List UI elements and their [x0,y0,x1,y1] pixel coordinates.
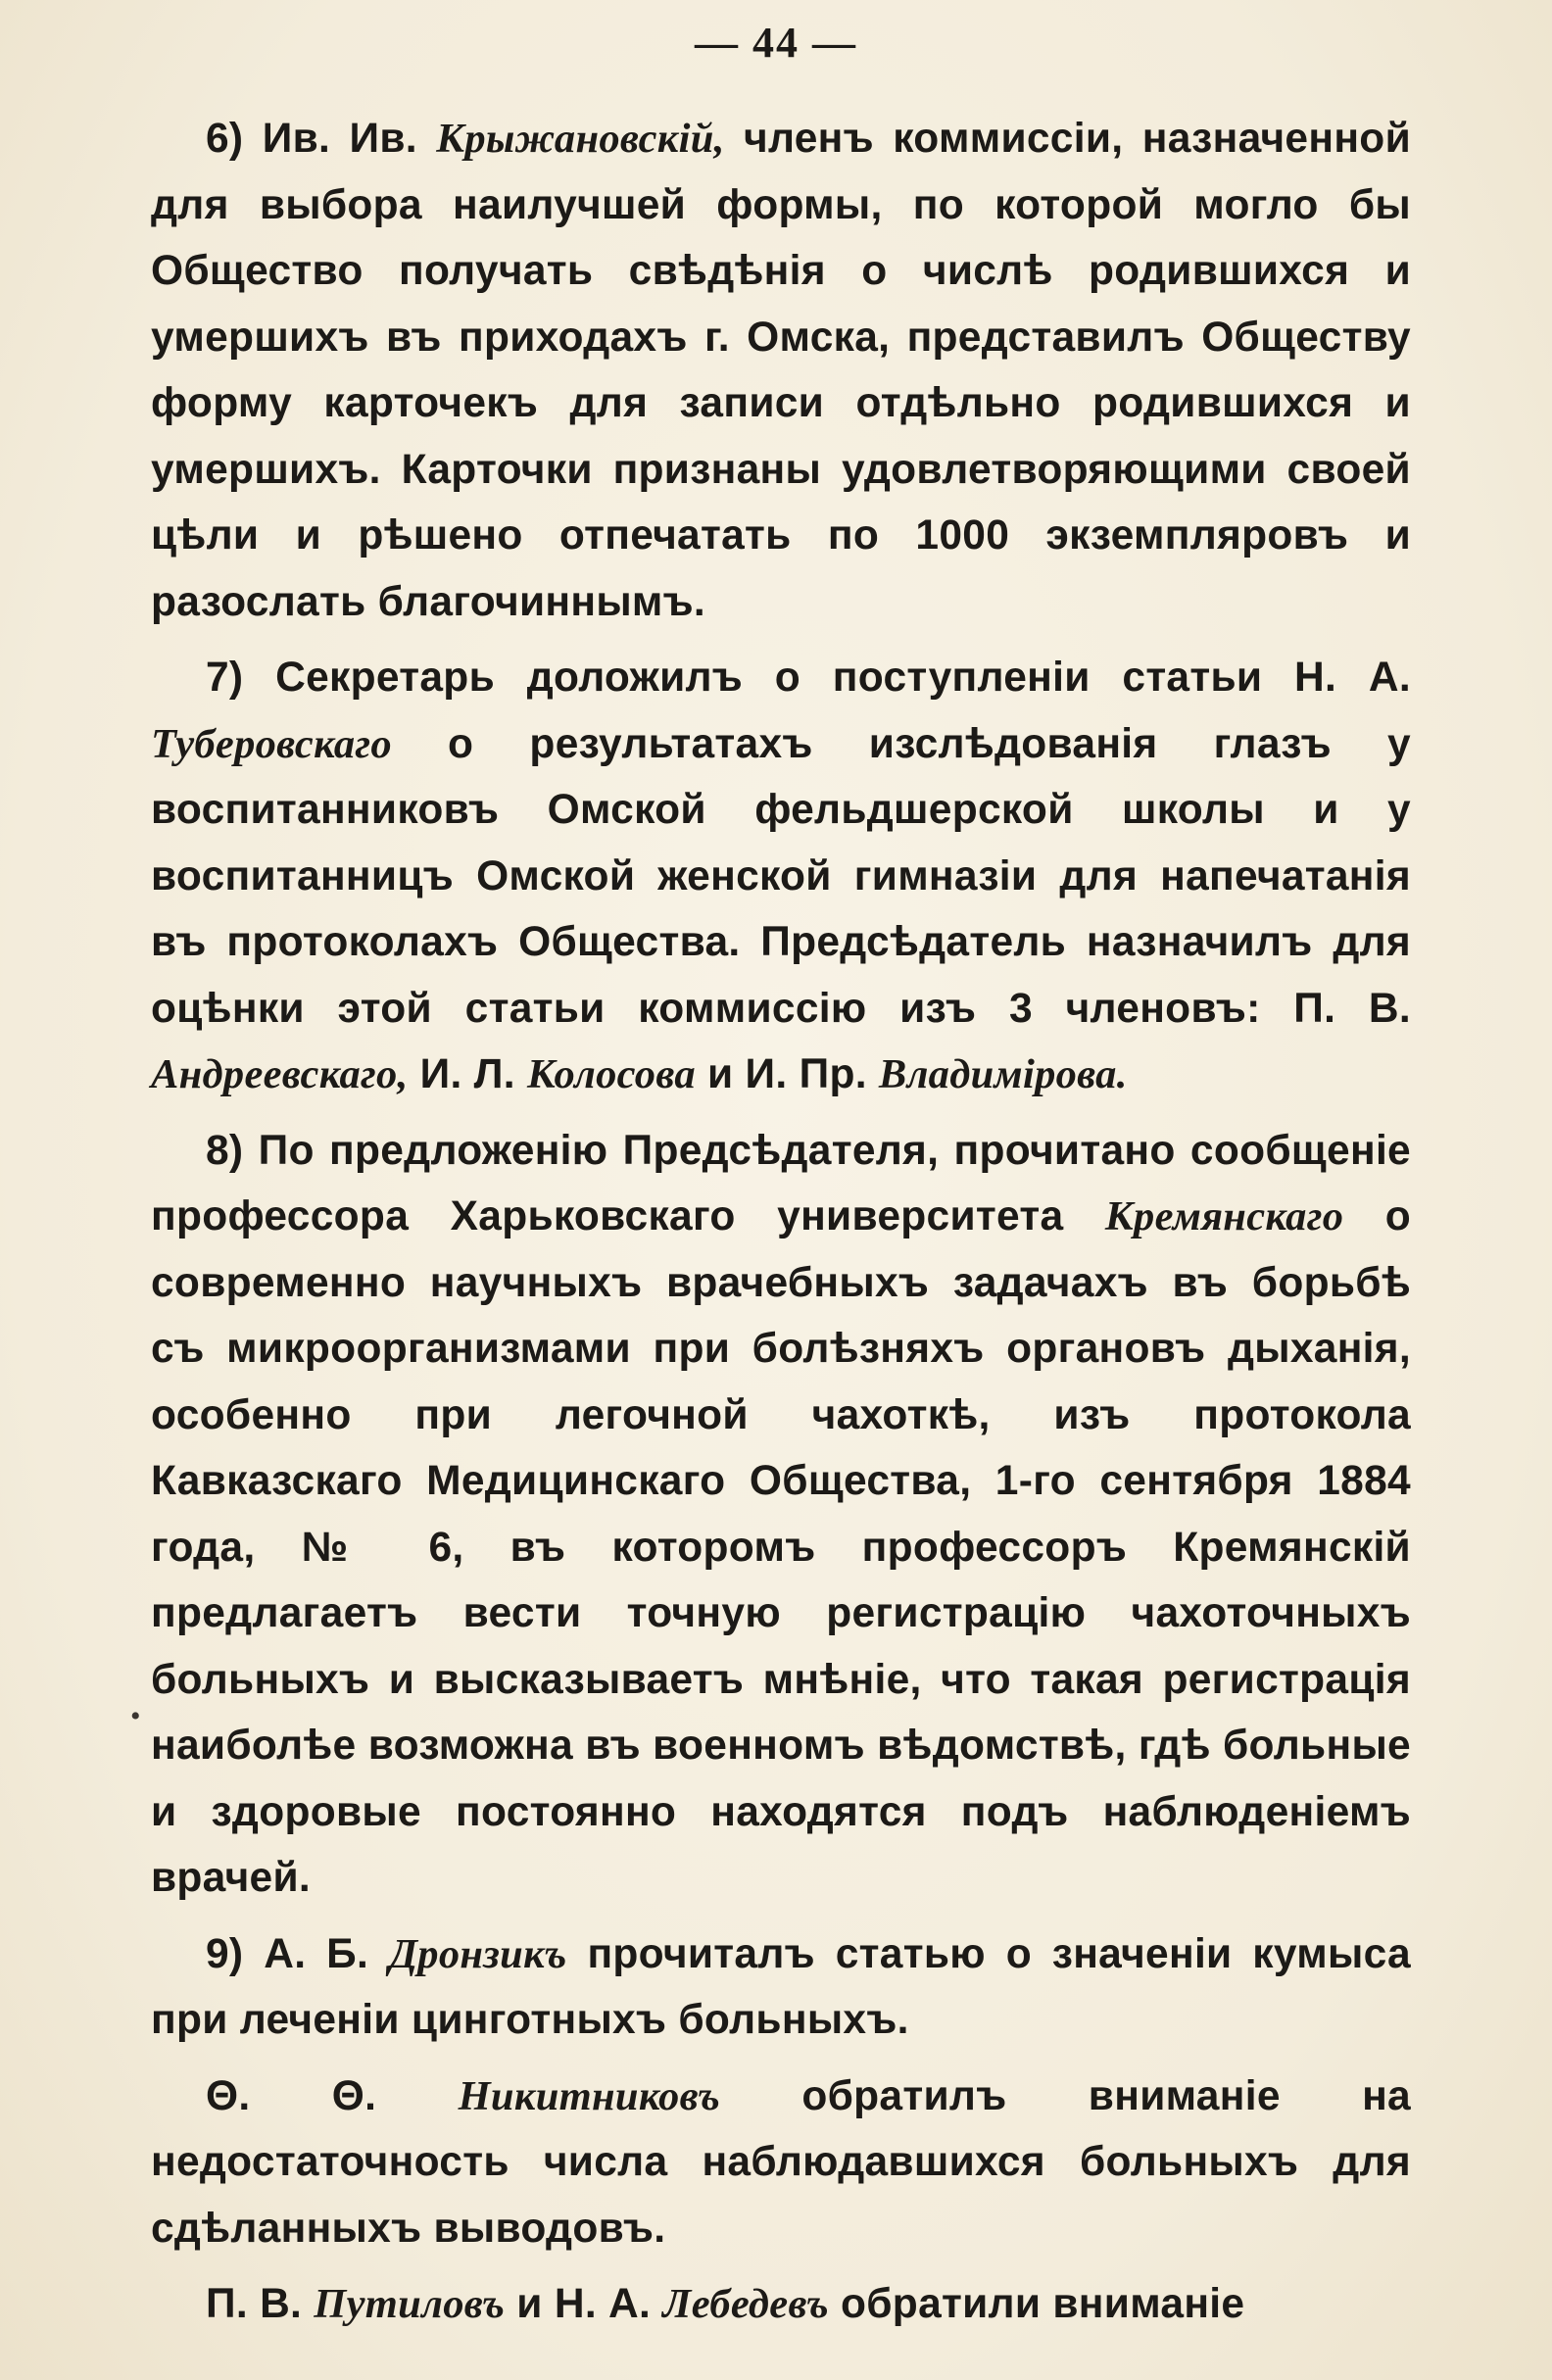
italic-name: Никитниковъ [458,2072,721,2119]
body-text [151,106,1411,2348]
paragraph-p8 [151,1118,1411,1912]
text-segment: о современно научныхъ врачебныхъ задачахъ въ борьбѣ съ микроорганизмами при болѣзняхъ органовъ дыханія, особенно при легочной чахоткѣ, изъ протокола Кавказскаго Медицинскаго Общества, 1-го сентября 1884 года, № 6, въ которомъ профессоръ Кремянскій предлагаетъ вести точную регистрацію чахоточныхъ больныхъ и высказываетъ мнѣніе, что такая регистрація наиболѣе возможна въ военномъ вѣдомствѣ, гдѣ больные и здоровые постоянно находятся подъ наблюденіемъ врачей. [151,1193,1411,1901]
italic-name: Путиловъ [314,2281,506,2327]
italic-name: Лебедевъ [662,2281,829,2327]
text-segment: 6) Ив. Ив. [206,116,437,162]
paragraph-p9 [151,1921,1411,2054]
page-number: — 44 — [695,19,857,67]
text-segment: Θ. Θ. [206,2072,459,2119]
italic-name: Андреевскаго, [151,1051,409,1097]
paragraph-p7 [151,645,1411,1108]
text-segment: прочиталъ статью о значеніи кумыса при леченіи цинготныхъ больныхъ. [151,1930,1411,2043]
paragraph-p11 [151,2271,1411,2338]
italic-name: Колосова [527,1051,696,1097]
paragraph-p10 [151,2064,1411,2262]
italic-name: Кремянскаго [1104,1193,1344,1239]
paragraph-p6 [151,106,1411,635]
text-segment: 9) А. Б. [206,1930,389,1977]
text-segment: И. Л. [408,1051,528,1097]
text-segment: обратили вниманіе [828,2281,1245,2327]
italic-name: Владимірова. [878,1051,1128,1097]
italic-name: Крыжановскій, [436,116,725,162]
text-segment: о результатахъ изслѣдованія глазъ у воспитанниковъ Омской фельдшерской школы и у воспитанницъ Омской женской гимназіи для напечатанія въ протоколахъ Общества. Предсѣдатель назначилъ для оцѣнки этой статьи коммиссію изъ 3 членовъ: П. В. [151,720,1411,1032]
text-segment: членъ коммиссіи, назначенной для выбора наилучшей формы, по которой могло бы Общество получать свѣдѣнія о числѣ родившихся и умершихъ въ приходахъ г. Омска, представилъ Обществу форму карточекъ для записи отдѣльно родившихся и умершихъ. Карточки признаны удовлетворяющими своей цѣли и рѣшено отпечатать по 1000 экземпляровъ и разослать благочиннымъ. [151,116,1411,625]
italic-name: Дронзикъ [388,1930,567,1977]
text-segment: обратилъ вниманіе на недостаточность числа наблюдавшихся больныхъ для сдѣланныхъ выводовъ. [151,2072,1411,2252]
text-segment: и И. Пр. [695,1051,879,1097]
text-segment: П. В. [206,2281,315,2327]
margin-mark: • [130,1700,141,1732]
text-segment: 7) Секретарь доложилъ о поступленіи статьи Н. А. [206,655,1411,701]
text-segment: и Н. А. [505,2281,663,2327]
italic-name: Туберовскаго [151,720,392,767]
text-segment: 8) По предложенію Предсѣдателя, прочитано сообщеніе профессора Харьковскаго университета [151,1127,1411,1239]
